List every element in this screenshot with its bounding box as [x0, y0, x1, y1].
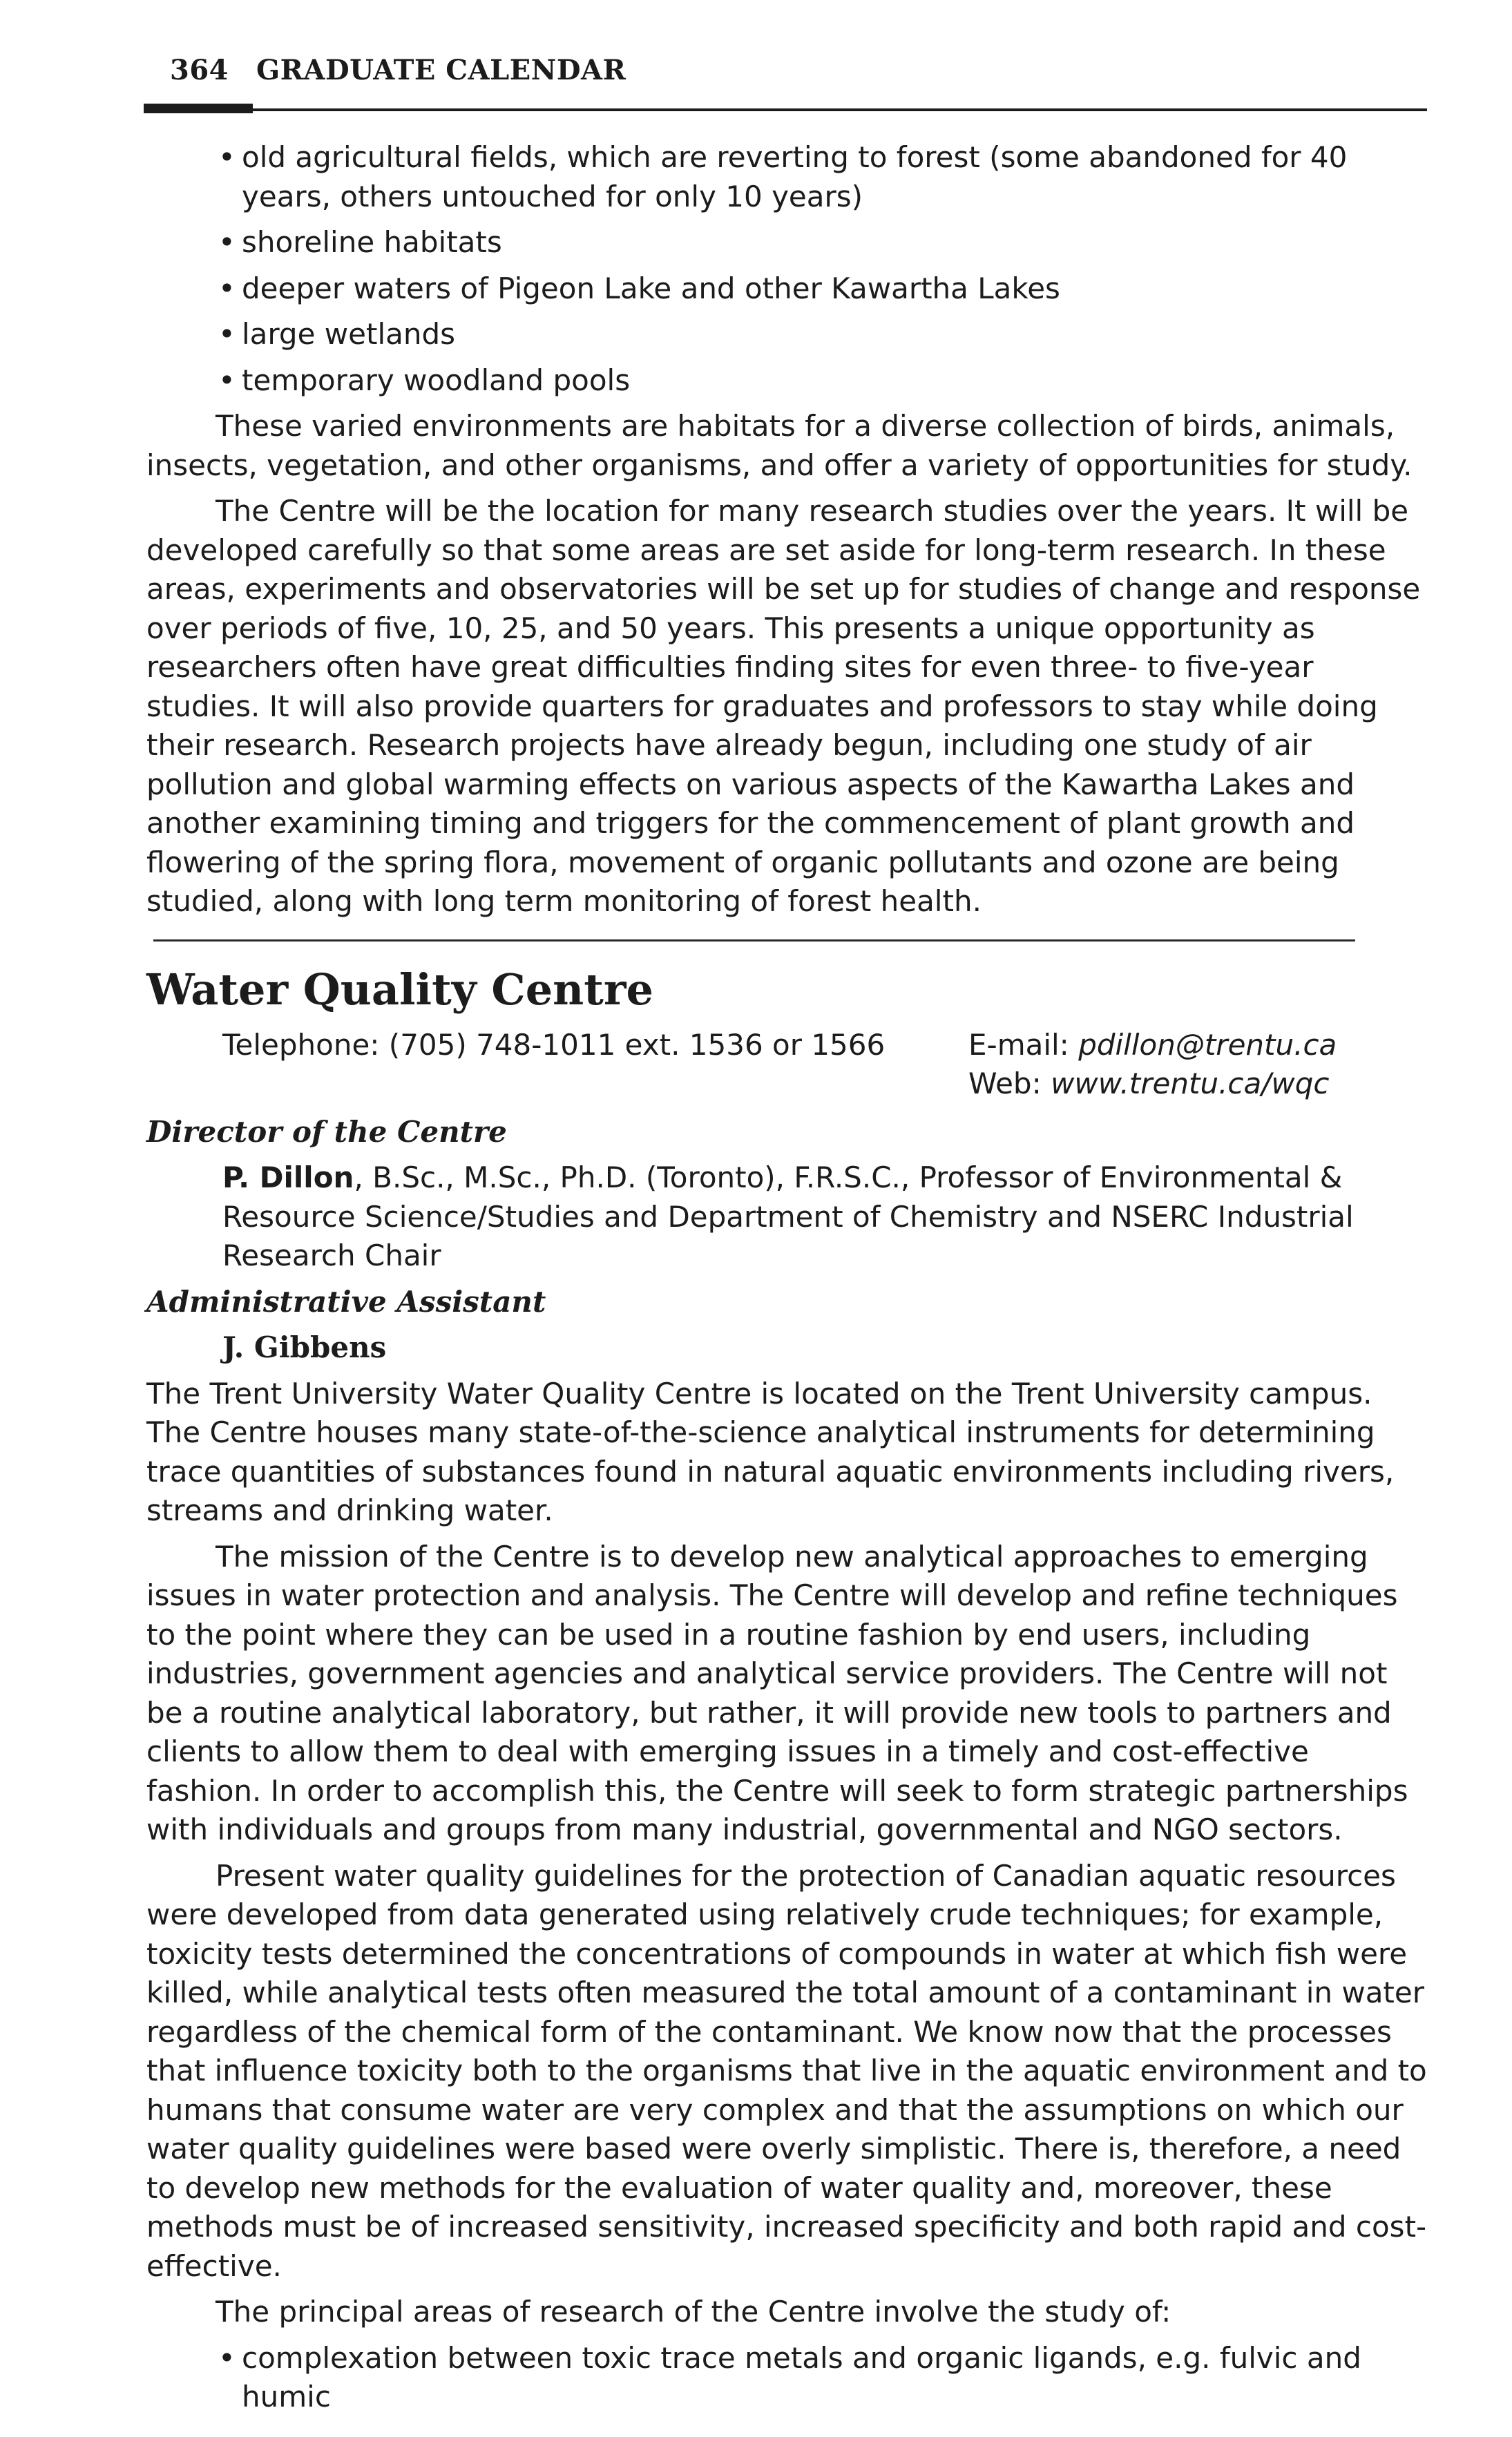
body-paragraph: The principal areas of research of the Centre involve the study of:	[216, 2295, 1171, 2329]
email-line	[968, 1026, 1337, 1065]
bullet-icon: •	[218, 2340, 236, 2375]
body-paragraph: The mission of the Centre is to develop new analytical approaches to emerging issues in water protection and analysis. The Centre will develop and refine techniques to the point where they can be used in a routine fashion by end users, including industries, government agencies and analytical service providers. The Centre will not be a routine analytical laboratory, but rather, it will provide new tools to partners and clients to allow them to deal with emerging issues in a timely and cost-effective fashion. In order to accomplish this, the Centre will seek to form strategic partnerships with individuals and groups from many industrial, governmental and NGO sectors.	[146, 1539, 1408, 1846]
intro-paragraph: The Centre will be the location for many research studies over the years. It will be developed carefully so that some areas are set aside for long-term research. In these areas, experiments and observatories will be set up for studies of change and response over periods of five, 10, 25, and 50 years. This presents a unique opportunity as researchers often have great difficulties finding sites for even three- to five-year studies. It will also provide quarters for graduates and professors to stay while doing their research. Research projects have already begun, including one study of air pollution and global warming effects on various aspects of the Kawartha Lakes and another examining timing and triggers for the commencement of plant growth and flowering of the spring flora, movement of organic pollutants and ozone are being studied, along with long term monitoring of forest health.	[146, 494, 1421, 918]
intro-bullet-list	[146, 138, 1431, 400]
web-link[interactable]: www.trentu.ca/wqc	[1051, 1067, 1330, 1100]
list-item	[146, 138, 1431, 216]
running-header	[170, 54, 626, 86]
bullet-icon: •	[218, 140, 236, 174]
list-item-text: shoreline habitats	[242, 225, 502, 259]
telephone: Telephone: (705) 748-1011 ext. 1536 or 1566	[222, 1027, 886, 1062]
email-label: E-mail:	[968, 1027, 1079, 1062]
list-item	[146, 2339, 1431, 2417]
page-content	[146, 138, 1431, 2424]
bullet-icon: •	[218, 363, 236, 397]
list-item	[146, 315, 1431, 354]
list-item	[146, 361, 1431, 401]
body-paragraph: Present water quality guidelines for the protection of Canadian aquatic resources were developed from data generated using relatively crude techniques; for example, toxicity tests determined the concentrations of compounds in water at which fish were killed, while analytical tests often measured the total amount of a contaminant in water regardless of the chemical form of the contaminant. We know now that the processes that influence toxicity both to the organisms that live in the aquatic environment and to humans that consume water are very complex and that the assumptions on which our water quality guidelines were based were overly simplistic. There is, therefore, a need to develop new methods for the evaluation of water quality and, moreover, these methods must be of increased sensitivity, increased specificity and both rapid and cost-effective.	[146, 1858, 1427, 2283]
bullet-icon: •	[218, 225, 236, 259]
contact-online	[968, 1026, 1337, 1104]
director-entry	[146, 1158, 1431, 1276]
director-heading: Director of the Centre	[146, 1114, 507, 1149]
list-item-text: old agricultural fields, which are reverting to forest (some abandoned for 40 years, others untouched for only 10 years)	[242, 140, 1348, 213]
header-rule-thin	[144, 108, 1427, 111]
list-item	[146, 223, 1431, 262]
bullet-icon: •	[218, 317, 236, 351]
director-name: P. Dillon	[222, 1160, 354, 1194]
email-link[interactable]: pdillon@trentu.ca	[1078, 1027, 1337, 1062]
section-divider	[153, 939, 1355, 942]
web-label: Web:	[968, 1067, 1051, 1100]
assistant-heading: Administrative Assistant	[146, 1284, 546, 1319]
header-title: GRADUATE CALENDAR	[256, 54, 626, 86]
director-credentials: , B.Sc., M.Sc., Ph.D. (Toronto), F.R.S.C., Professor of Environmental & Resource Science/Studies and Department of Chemistry and NSERC Industrial Research Chair	[222, 1160, 1354, 1272]
page-number: 364	[170, 54, 229, 86]
list-item-text: complexation between toxic trace metals and organic ligands, e.g. fulvic and humic	[242, 2340, 1361, 2414]
web-line	[968, 1064, 1337, 1104]
body-paragraph: The Trent University Water Quality Centre is located on the Trent University campus. The Centre houses many state-of-the-science analytical instruments for determining trace quantities of substances found in natural aquatic environments including rivers, streams and drinking water.	[146, 1376, 1395, 1527]
intro-paragraph: These varied environments are habitats for a diverse collection of birds, animals, insects, vegetation, and other organisms, and offer a variety of opportunities for study.	[146, 409, 1413, 482]
contact-block	[146, 1026, 1431, 1107]
assistant-name: J. Gibbens	[222, 1330, 387, 1364]
research-bullet-list	[146, 2339, 1431, 2417]
assistant-entry	[146, 1328, 1431, 1368]
bullet-icon: •	[218, 271, 236, 305]
section-title: Water Quality Centre	[146, 964, 653, 1015]
list-item-text: deeper waters of Pigeon Lake and other Kawartha Lakes	[242, 271, 1060, 305]
list-item-text: temporary woodland pools	[242, 363, 631, 397]
list-item	[146, 269, 1431, 309]
list-item-text: large wetlands	[242, 317, 456, 351]
